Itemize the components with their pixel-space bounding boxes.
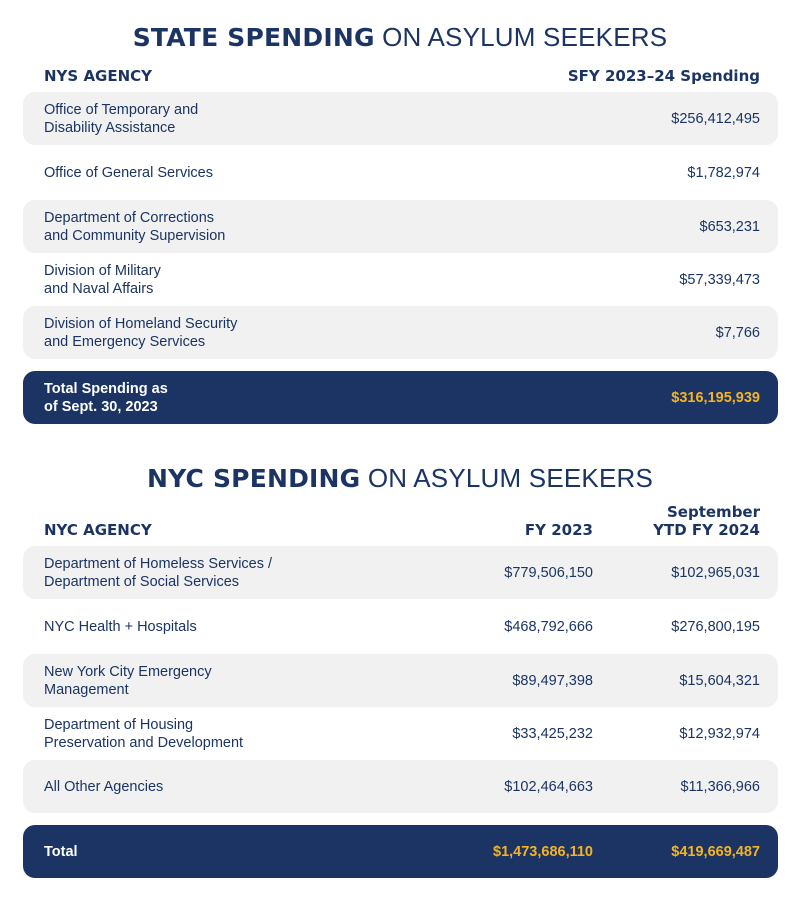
nyc-row-fy2023: $779,506,150 <box>504 564 593 581</box>
nyc-total-row <box>23 825 778 878</box>
nyc-row-fy2023: $89,497,398 <box>512 672 593 689</box>
state-row <box>23 92 778 145</box>
nyc-row-fy2023: $102,464,663 <box>504 778 593 795</box>
nyc-row-ytd: $12,932,974 <box>679 725 760 742</box>
nyc-total-fy2023: $1,473,686,110 <box>493 843 593 860</box>
state-row-amount: $256,412,495 <box>671 110 760 127</box>
nyc-row-ytd: $276,800,195 <box>671 618 760 635</box>
nyc-row-agency: New York City Emergency Management <box>44 663 212 698</box>
nyc-title-bold: NYC SPENDING <box>146 464 361 493</box>
nyc-section-title <box>0 463 800 494</box>
nyc-total-label: Total <box>44 843 78 860</box>
state-row <box>23 306 778 359</box>
nyc-row <box>23 707 778 760</box>
state-row-agency: Division of Homeland Security and Emergency Services <box>44 315 238 350</box>
state-row-agency: Office of General Services <box>44 164 213 181</box>
nyc-row-ytd: $102,965,031 <box>671 564 760 581</box>
state-total-row <box>23 371 778 424</box>
nyc-row-fy2023: $33,425,232 <box>512 725 593 742</box>
state-row <box>23 146 778 199</box>
nyc-row-agency: All Other Agencies <box>44 778 164 795</box>
state-title-rest: ON ASYLUM SEEKERS <box>382 22 668 52</box>
nyc-col-fy2023: FY 2023 <box>524 521 593 539</box>
nyc-row-agency: Department of Housing Preservation and Development <box>44 716 244 751</box>
state-total-amount: $316,195,939 <box>671 389 760 406</box>
state-section-title <box>0 22 800 53</box>
state-total-label: Total Spending as of Sept. 30, 2023 <box>44 380 168 415</box>
nyc-row-agency: NYC Health + Hospitals <box>44 618 197 635</box>
state-row-amount: $653,231 <box>699 218 760 235</box>
state-col-spending: SFY 2023–24 Spending <box>567 67 760 85</box>
nyc-row <box>23 546 778 599</box>
nyc-row <box>23 760 778 813</box>
state-title-bold: STATE SPENDING <box>132 23 375 52</box>
nyc-row <box>23 654 778 707</box>
nyc-title-rest: ON ASYLUM SEEKERS <box>367 463 654 493</box>
state-row <box>23 253 778 306</box>
nyc-row-agency: Department of Homeless Services / Department of Social Services <box>44 555 273 590</box>
nyc-col-agency: NYC AGENCY <box>44 521 152 539</box>
nyc-row <box>23 600 778 653</box>
state-row-agency: Office of Temporary and Disability Assistance <box>44 101 199 136</box>
state-row-amount: $57,339,473 <box>679 271 760 288</box>
state-row-agency: Department of Corrections and Community Supervision <box>44 209 226 244</box>
nyc-row-fy2023: $468,792,666 <box>504 618 593 635</box>
state-row-amount: $1,782,974 <box>687 164 760 181</box>
state-row <box>23 200 778 253</box>
state-row-agency: Division of Military and Naval Affairs <box>44 262 161 297</box>
nyc-row-ytd: $15,604,321 <box>679 672 760 689</box>
state-col-agency: NYS AGENCY <box>44 67 153 85</box>
nyc-total-ytd: $419,669,487 <box>671 843 760 860</box>
state-row-amount: $7,766 <box>715 324 760 341</box>
nyc-col-ytd: September YTD FY 2024 <box>653 503 760 539</box>
nyc-row-ytd: $11,366,966 <box>680 778 760 795</box>
